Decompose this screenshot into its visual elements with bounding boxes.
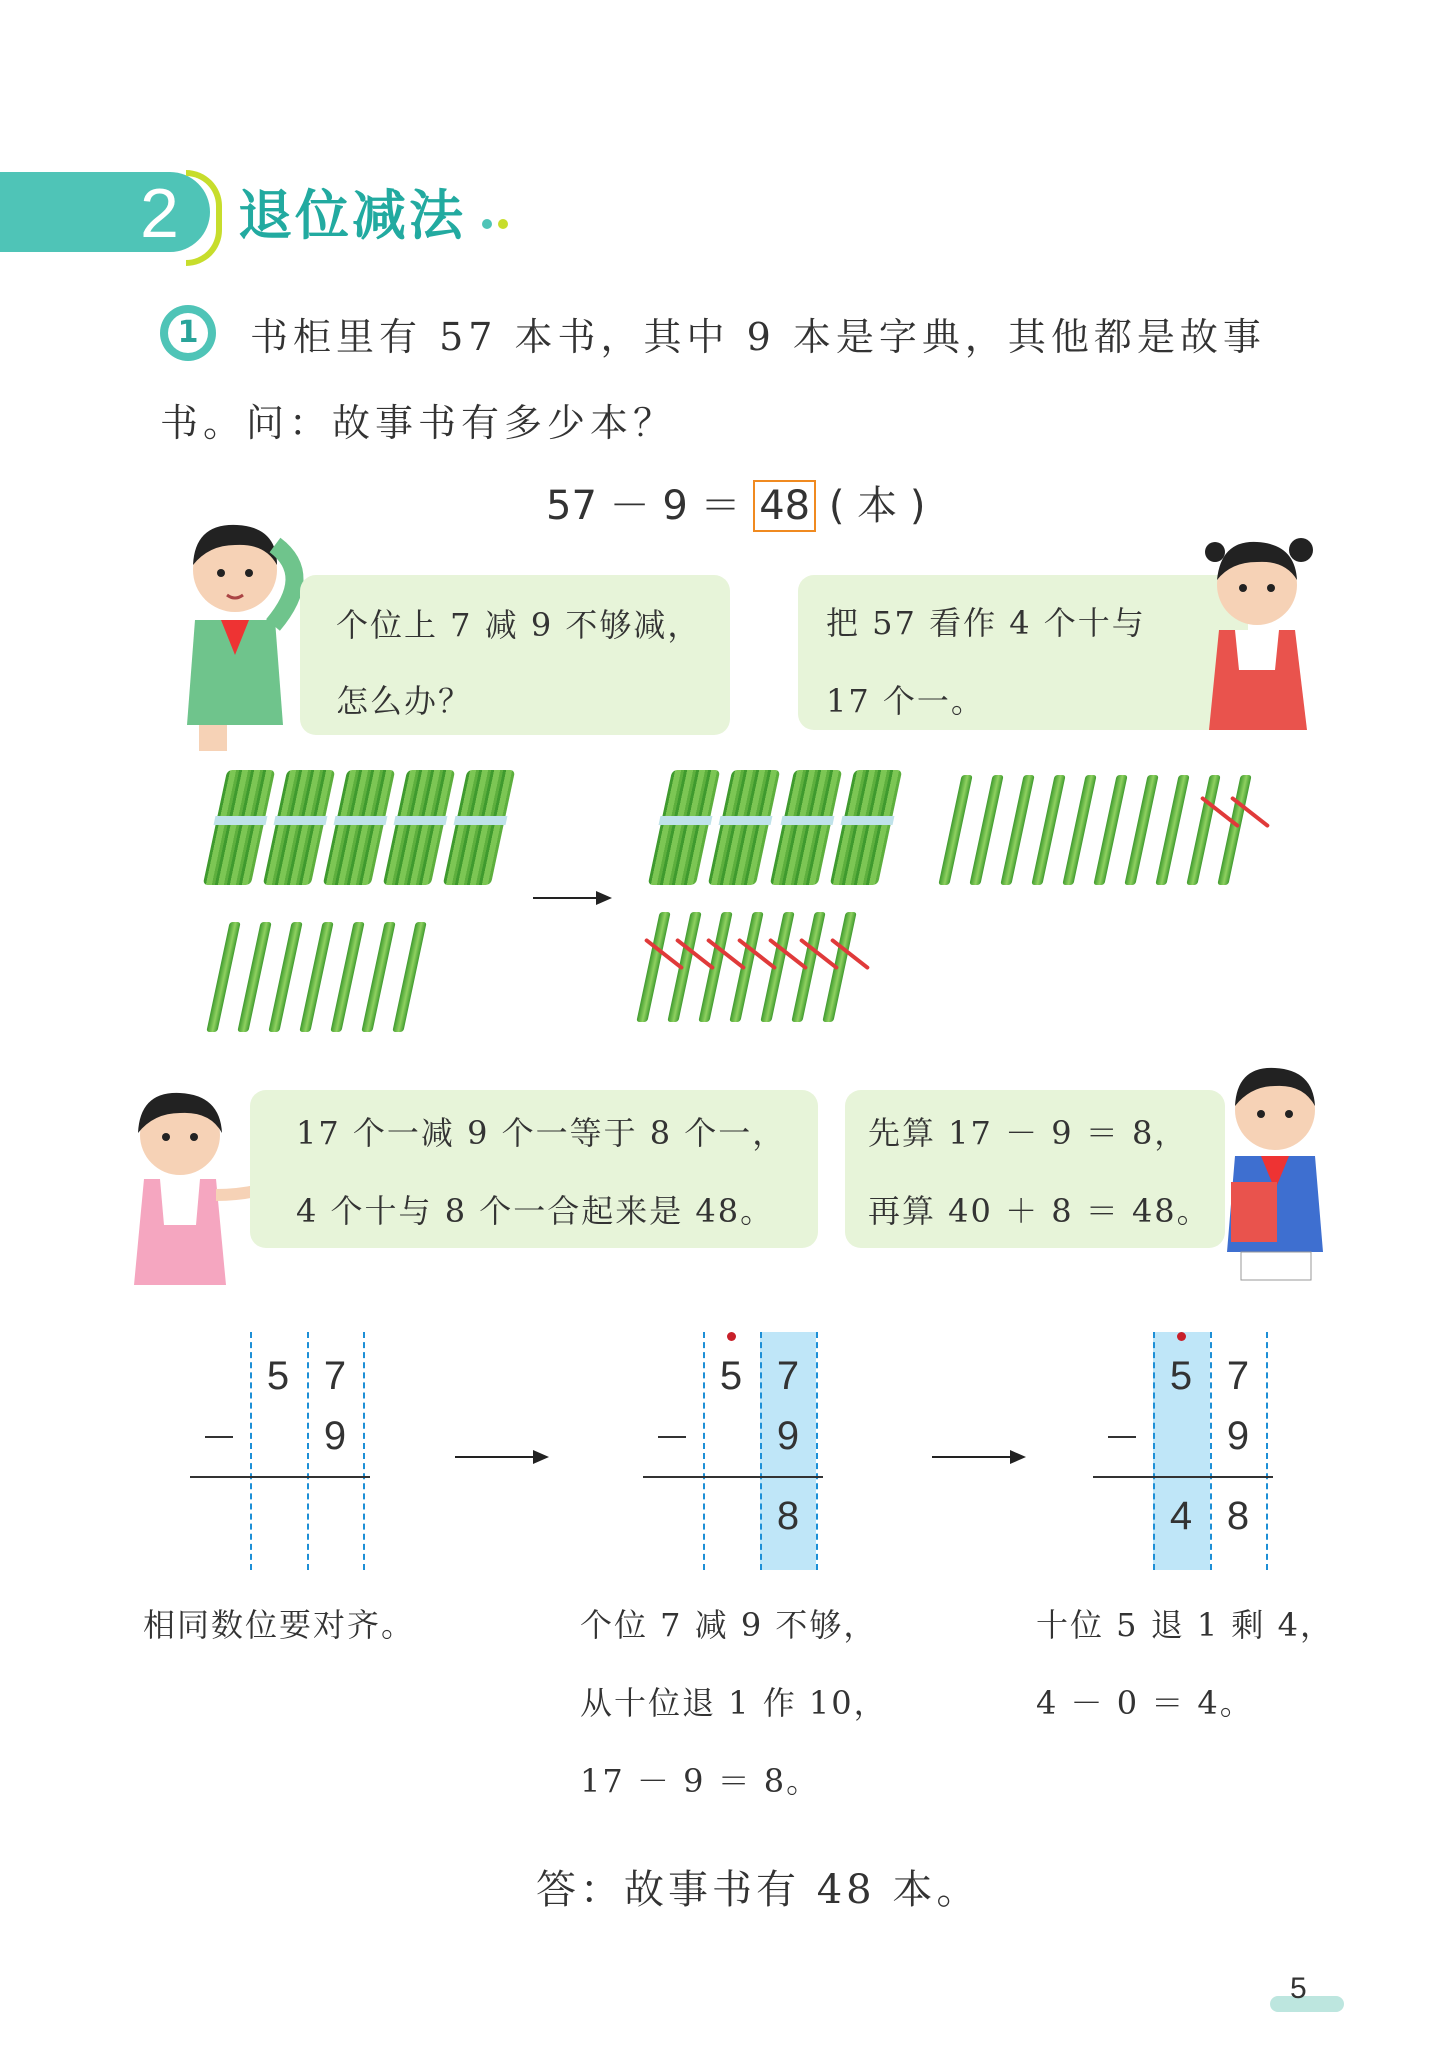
problem-index: 1 [168, 313, 208, 353]
borrow-dot [1177, 1332, 1186, 1341]
result-line [643, 1476, 823, 1478]
page-number-bar [1270, 1996, 1344, 2012]
borrow-dot [727, 1332, 736, 1341]
column-guide [816, 1332, 818, 1570]
arrow-right-icon [1010, 1450, 1026, 1464]
top-digit-ones: 7 [776, 1354, 800, 1398]
answer-text: 答：故事书有 48 本。 [536, 1867, 981, 1913]
column-guide [363, 1332, 365, 1570]
result-line [190, 1476, 370, 1478]
minus-sign [1108, 1436, 1136, 1438]
arrow-line [455, 1456, 535, 1458]
column-guide [703, 1332, 705, 1570]
page-number: 5 [1290, 1972, 1307, 2005]
result-line [1093, 1476, 1273, 1478]
top-digit-tens: 5 [266, 1354, 290, 1398]
column-guide [1210, 1332, 1212, 1570]
section-title: 退位减法 [238, 183, 466, 247]
bubble-girl-bottom-line-2: 4 个十与 8 个一合起来是 48。 [296, 1192, 775, 1230]
bubble-girl-bottom-line-1: 17 个一减 9 个一等于 8 个一， [296, 1114, 787, 1152]
top-digit-tens: 5 [719, 1354, 743, 1398]
caption-step-3-line-2: 4 － 0 ＝ 4。 [1036, 1684, 1254, 1722]
top-digit-ones: 7 [1226, 1354, 1250, 1398]
minus-sign [205, 1436, 233, 1438]
bubble-boy-bottom-line-2: 再算 40 ＋ 8 ＝ 48。 [868, 1192, 1211, 1230]
caption-step-2-line-1: 个位 7 减 9 不够， [580, 1606, 878, 1644]
column-guide [307, 1332, 309, 1570]
arrow-line [932, 1456, 1012, 1458]
subtrahend-ones: 9 [776, 1414, 800, 1458]
result-ones: 8 [776, 1494, 800, 1538]
minus-sign [658, 1436, 686, 1438]
bubble-boy-top-line-1: 个位上 7 减 9 不够减， [336, 606, 702, 644]
bubble-girl-top-line-1: 把 57 看作 4 个十与 [826, 604, 1146, 642]
problem-line-2: 书。问：故事书有多少本？ [160, 401, 677, 445]
result-tens: 4 [1169, 1494, 1193, 1538]
column-guide [250, 1332, 252, 1570]
caption-step-1: 相同数位要对齐。 [143, 1606, 416, 1644]
bubble-boy-bottom-line-1: 先算 17 － 9 ＝ 8， [868, 1114, 1189, 1152]
subtrahend-ones: 9 [323, 1414, 347, 1458]
problem-line-1: 书柜里有 57 本书，其中 9 本是字典，其他都是故事 [250, 315, 1266, 359]
column-guide [1153, 1332, 1155, 1570]
bubble-boy-top-line-2: 怎么办？ [336, 682, 473, 720]
caption-step-2-line-3: 17 － 9 ＝ 8。 [580, 1762, 821, 1800]
top-digit-tens: 5 [1169, 1354, 1193, 1398]
result-ones: 8 [1226, 1494, 1250, 1538]
bubble-girl-top-line-2: 17 个一。 [826, 682, 985, 720]
caption-step-2-line-2: 从十位退 1 作 10， [580, 1684, 888, 1722]
column-guide [760, 1332, 762, 1570]
equation-answer-box: 48 [753, 480, 816, 532]
caption-step-3-line-1: 十位 5 退 1 剩 4， [1036, 1606, 1334, 1644]
column-guide [1266, 1332, 1268, 1570]
top-digit-ones: 7 [323, 1354, 347, 1398]
section-number: 2 [140, 174, 179, 252]
subtrahend-ones: 9 [1226, 1414, 1250, 1458]
equation-unit: ( 本 ) [828, 483, 926, 529]
arrow-right-icon [533, 1450, 549, 1464]
equation-left: 57 － 9 ＝ [546, 483, 741, 529]
